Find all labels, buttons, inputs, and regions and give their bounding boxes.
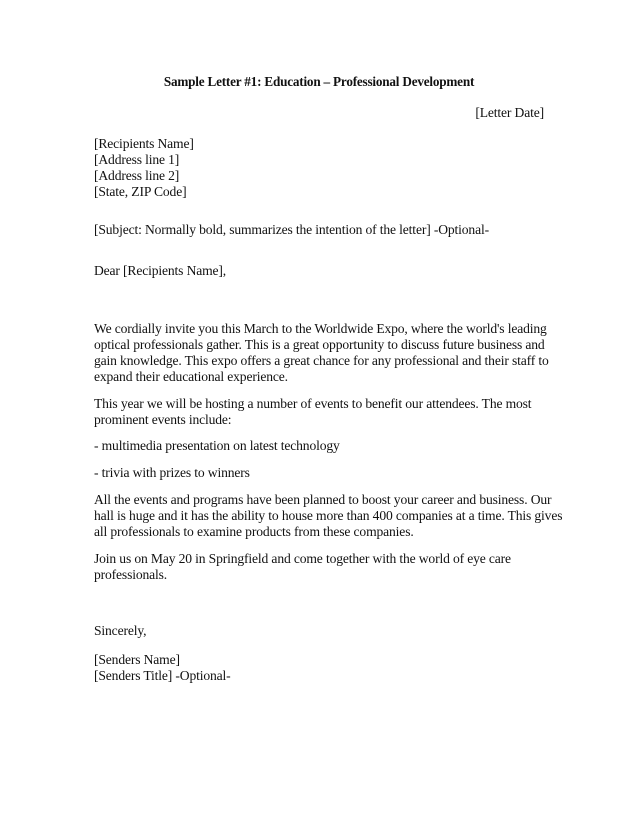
subject-line: [Subject: Normally bold, summarizes the intention of the letter] -Optional- (94, 222, 489, 237)
paragraph-3-line-3: all professionals to examine products from these companies. (94, 524, 414, 539)
paragraph-1-line-4: expand their educational experience. (94, 369, 288, 384)
paragraph-2-line-2: prominent events include: (94, 412, 232, 427)
paragraph-3-line-1: All the events and programs have been planned to boost your career and business. Our (94, 492, 552, 507)
paragraph-2-line-1: This year we will be hosting a number of events to benefit our attendees. The most (94, 396, 532, 411)
letter-title: Sample Letter #1: Education – Professional Development (163, 74, 475, 89)
closing: Sincerely, (94, 623, 147, 638)
salutation: Dear [Recipients Name], (94, 263, 227, 278)
sender-title: [Senders Title] -Optional- (94, 668, 231, 683)
paragraph-3-line-2: hall is huge and it has the ability to house more than 400 companies at a time. This gives (94, 508, 563, 523)
recipient-address-line-2: [Address line 2] (94, 168, 180, 183)
recipient-address-line-1: [Address line 1] (94, 152, 180, 167)
letter-date: [Letter Date] (475, 105, 544, 120)
bullet-item-2: - trivia with prizes to winners (94, 465, 250, 480)
paragraph-1-line-3: gain knowledge. This expo offers a great chance for any professional and their staff to (94, 353, 549, 368)
paragraph-4-line-2: professionals. (94, 567, 168, 582)
paragraph-1-line-1: We cordially invite you this March to the Worldwide Expo, where the world's leading (94, 321, 547, 336)
bullet-item-1: - multimedia presentation on latest technology (94, 438, 340, 453)
sender-name: [Senders Name] (94, 652, 180, 667)
recipient-name: [Recipients Name] (94, 136, 194, 151)
paragraph-1-line-2: optical professionals gather. This is a great opportunity to discuss future business and (94, 337, 545, 352)
paragraph-4-line-1: Join us on May 20 in Springfield and come together with the world of eye care (94, 551, 511, 566)
recipient-state-zip: [State, ZIP Code] (94, 184, 187, 199)
